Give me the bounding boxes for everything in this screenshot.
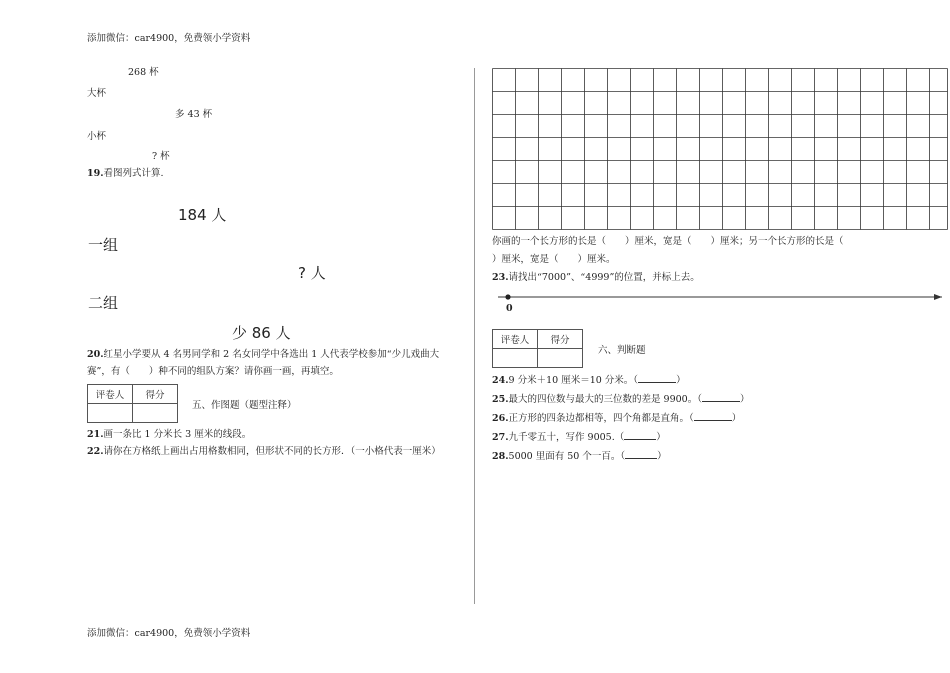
- q22-body: 请你在方格纸上画出占用格数相同，但形状不同的长方形．（一小格代表一厘米）: [103, 446, 441, 457]
- judge-text: 最大的四位数与最大的三位数的差是 9900。（: [508, 394, 702, 405]
- number-line-origin-dot: [505, 294, 510, 299]
- q21-number: 21.: [87, 429, 104, 440]
- judge-item: [492, 373, 686, 387]
- q23-number: 23.: [492, 272, 509, 283]
- grader-header: 评卷人: [493, 330, 538, 349]
- judge-item: [492, 411, 741, 425]
- group1-label: 一组: [88, 236, 119, 254]
- q20-line2: 赛”，有（ ）种不同的组队方案？请你画一画，再填空。: [87, 366, 339, 377]
- q19-number: 19.: [87, 168, 104, 179]
- column-divider: [474, 68, 475, 604]
- footer-note: 添加微信：car4900，免费领小学资料: [87, 628, 251, 639]
- q21-body: 画一条比 1 分米长 3 厘米的线段。: [103, 429, 252, 440]
- judge-text: 5000 里面有 50 个一百。（: [508, 451, 626, 462]
- q20-number: 20.: [87, 349, 104, 360]
- q20-line1-text: 红星小学要从 4 名男同学和 2 名女同学中各选出 1 人代表学校参加“少儿戏曲大: [103, 349, 440, 360]
- q22-text: [87, 446, 441, 458]
- score-table-section6: [492, 329, 583, 368]
- group2-label: 二组: [88, 294, 119, 312]
- judge-answer-blank[interactable]: [702, 392, 740, 402]
- big-cup-label: 大杯: [87, 88, 107, 99]
- grid-answer-line2: ）厘米，宽是（ ）厘米。: [492, 254, 616, 265]
- q23-text: [492, 272, 700, 284]
- groups-diff-label: 少 86 人: [232, 324, 291, 342]
- judge-number: 27.: [492, 432, 509, 443]
- grader-cell[interactable]: [88, 404, 133, 423]
- section5-title: 五、作图题（题型注释）: [192, 400, 297, 411]
- section6-title: 六、判断题: [598, 345, 646, 356]
- judge-answer-blank[interactable]: [625, 449, 657, 459]
- judge-text: 九千零五十，写作 9005.（: [508, 432, 625, 443]
- number-line-zero-label: 0: [506, 303, 513, 314]
- judge-answer-blank[interactable]: [638, 373, 676, 383]
- judge-close: ）: [676, 375, 686, 386]
- q21-text: [87, 429, 251, 441]
- score-cell[interactable]: [133, 404, 178, 423]
- judge-close: ）: [657, 451, 667, 462]
- header-note: 添加微信：car4900，免费领小学资料: [87, 33, 251, 44]
- judge-text: 9 分米＋10 厘米＝10 分米。（: [508, 375, 639, 386]
- grid-paper[interactable]: [492, 68, 948, 230]
- judge-answer-blank[interactable]: [624, 430, 656, 440]
- judge-number: 28.: [492, 451, 509, 462]
- judge-item: [492, 430, 666, 444]
- score-cell[interactable]: [538, 349, 583, 368]
- judge-answer-blank[interactable]: [694, 411, 732, 421]
- number-line[interactable]: [490, 288, 950, 308]
- judge-close: ）: [731, 413, 742, 424]
- judge-item: [492, 449, 667, 463]
- score-header: 得分: [538, 330, 583, 349]
- judge-close: ）: [656, 432, 666, 443]
- cups-question-label: ? 杯: [152, 151, 170, 162]
- grader-cell[interactable]: [493, 349, 538, 368]
- judge-number: 24.: [492, 375, 509, 386]
- q23-body: 请找出“7000”、“4999”的位置，并标上去。: [508, 272, 700, 283]
- q19-body: 看图列式计算.: [103, 168, 164, 179]
- score-header: 得分: [133, 385, 178, 404]
- judge-close: ）: [739, 394, 750, 405]
- grid-answer-line1: 你画的一个长方形的长是（ ）厘米，宽是（ ）厘米；另一个长方形的长是（: [492, 236, 844, 247]
- groups-question-label: ? 人: [298, 264, 326, 282]
- groups-total-label: 184 人: [178, 206, 227, 224]
- judge-number: 26.: [492, 413, 509, 424]
- judge-number: 25.: [492, 394, 509, 405]
- cups-total-label: 268 杯: [128, 67, 159, 78]
- cups-diff-label: 多 43 杯: [175, 109, 213, 120]
- q22-number: 22.: [87, 446, 104, 457]
- score-table-section5: [87, 384, 178, 423]
- q20-line1: [87, 349, 439, 361]
- judge-text: 正方形的四条边都相等，四个角都是直角。（: [508, 413, 694, 424]
- small-cup-label: 小杯: [87, 131, 107, 142]
- q19-text: [87, 168, 164, 180]
- grader-header: 评卷人: [88, 385, 133, 404]
- judge-item: [492, 392, 750, 406]
- number-line-arrow: [934, 294, 942, 300]
